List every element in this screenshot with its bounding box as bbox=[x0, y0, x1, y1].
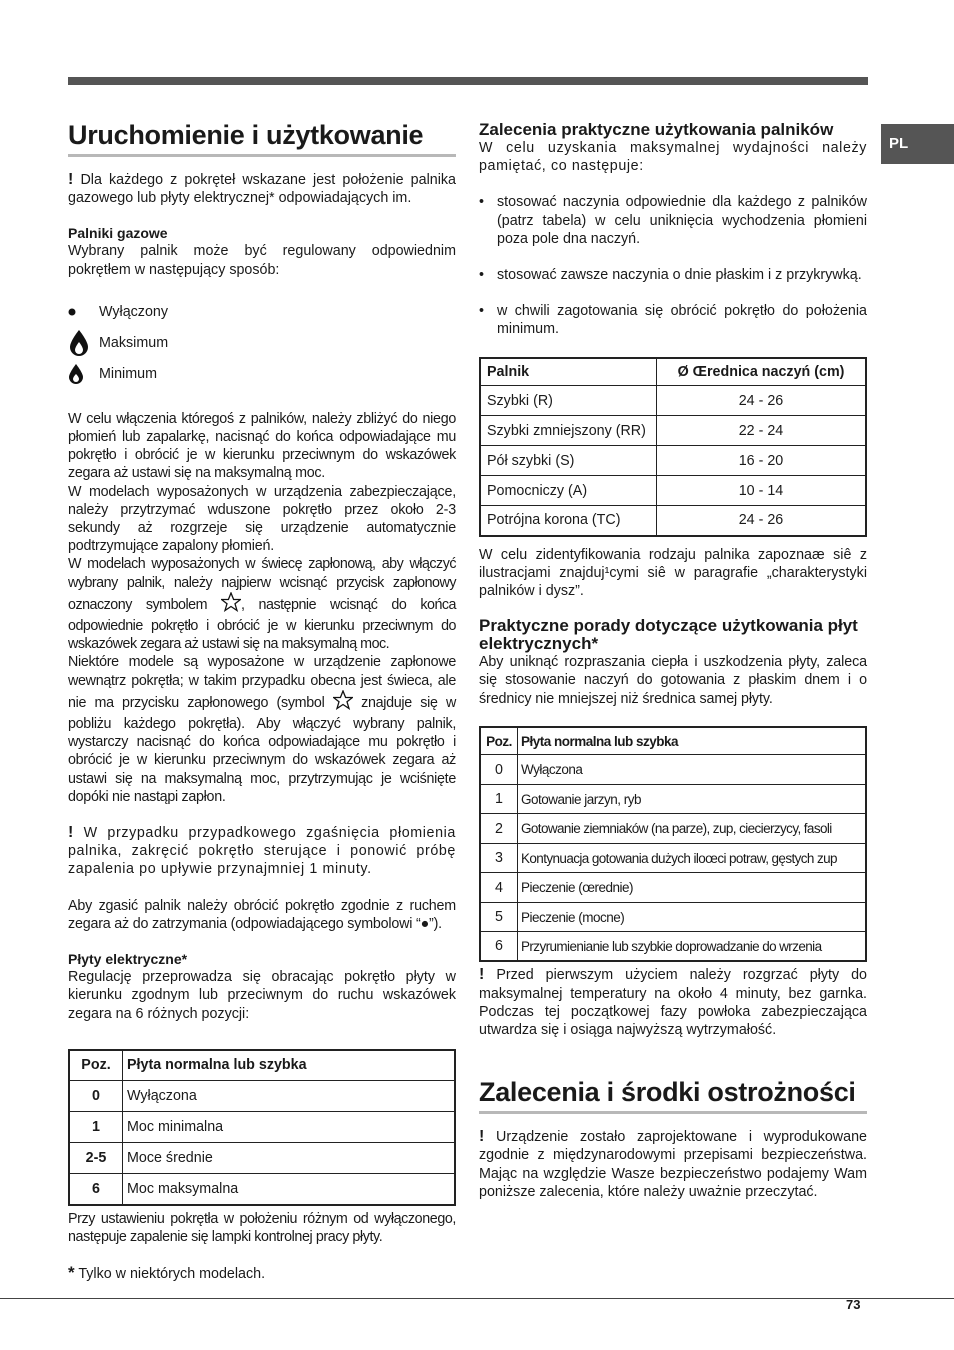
table-cell: Moc minimalna bbox=[123, 1112, 456, 1143]
burners-advice-heading: Zalecenia praktyczne użytkowania palników bbox=[479, 120, 834, 139]
language-tab: PL bbox=[881, 124, 954, 164]
table-cell: Moce średnie bbox=[123, 1143, 456, 1174]
ignite-paragraph-3 bbox=[68, 555, 456, 653]
gas-burners-text: Wybrany palnik może być regulowany odpowiednim pokrętłem w następujący sposób: bbox=[68, 243, 456, 278]
ignite-paragraph-4 bbox=[68, 653, 456, 806]
symbol-off bbox=[68, 297, 456, 328]
electric-plates-heading: Płyty elektryczne* bbox=[68, 951, 188, 968]
table-row bbox=[480, 416, 866, 446]
table-cell: 22 - 24 bbox=[657, 416, 867, 446]
identify-paragraph: W celu zidentyfikowania rodzaju palnika zapoznaæ siê z ilustracjami znajduj¹cymi siê w paragrafie „charakterystyki palników i dysz”. bbox=[479, 546, 867, 600]
symbol-label: Maksimum bbox=[99, 335, 169, 352]
table-row bbox=[69, 1112, 455, 1143]
table-row bbox=[480, 932, 866, 962]
table-row bbox=[480, 784, 866, 814]
spark-icon bbox=[333, 690, 353, 715]
warning-mark: ! bbox=[68, 824, 74, 842]
dot-icon bbox=[68, 307, 99, 317]
table-row bbox=[480, 814, 866, 844]
list-item: • stosować zawsze naczynia o dnie płaskim i z przykrywką. bbox=[479, 266, 867, 284]
bottom-rule bbox=[0, 1298, 954, 1299]
ignite-text-3a: W modelach wyposażonych w świecę zapłonową, aby włączyć wybrany palnik, należy najpierw wcisnąć przycisk zapłonowy oznaczony symbolem bbox=[68, 556, 456, 613]
table-header: Poz. bbox=[69, 1050, 123, 1081]
safety-text: Urządzenie zostało zaprojektowane i wyprodukowane zgodnie z międzynarodowymi przepisami bezpieczeństwa. Mając na względzie Wasze bezpieczeństwo podajemy Wam poniższe zalecenia, które należy uważnie przeczytać. bbox=[479, 1129, 867, 1200]
table-cell: Pieczenie (œrednie) bbox=[518, 873, 867, 903]
lamp-note: Przy ustawieniu pokrętła w położeniu różnym od wyłączonego, następuje zapalenie się lampki kontrolnej pracy płyty. bbox=[68, 1210, 456, 1245]
spark-icon bbox=[221, 592, 241, 617]
table-header: Płyta normalna lub szybka bbox=[123, 1050, 456, 1081]
table-cell: 10 - 14 bbox=[657, 476, 867, 506]
plate-usage-table bbox=[479, 726, 867, 963]
table-cell: 0 bbox=[480, 755, 518, 785]
footnote-text: Tylko w niektórych modelach. bbox=[78, 1266, 266, 1283]
safety-paragraph bbox=[479, 1128, 867, 1201]
page-number: 73 bbox=[846, 1297, 861, 1312]
symbol-label: Minimum bbox=[99, 366, 157, 383]
table-header: Poz. bbox=[480, 727, 518, 755]
footnote-star: * bbox=[68, 1263, 75, 1283]
burners-advice-list bbox=[479, 193, 867, 338]
top-rule bbox=[68, 77, 868, 85]
table-header: Palnik bbox=[480, 358, 657, 386]
table-row bbox=[480, 386, 866, 416]
table-cell: Pół szybki (S) bbox=[480, 446, 657, 476]
plates-advice-text: Aby uniknąć rozpraszania ciepła i uszkodzenia płyty, zaleca się stosowanie naczyń do gotowania z płaskim dnem i o średnicy nie mniejszej niż średnica samej płyty. bbox=[479, 654, 867, 707]
table-cell: 5 bbox=[480, 902, 518, 932]
table-header: Płyta normalna lub szybka bbox=[518, 727, 867, 755]
list-item: • w chwili zagotowania się obrócić pokrętło do położenia minimum. bbox=[479, 302, 867, 338]
table-cell: 24 - 26 bbox=[657, 506, 867, 536]
first-use-text: Przed pierwszym użyciem należy rozgrzać płyty do maksymalnej temperatury na około 4 minuty, bez garnka. Podczas tej początkowej fazy powłoka zabezpieczająca utwardza się i osiąga najwyższą wytrzymałość. bbox=[479, 967, 867, 1038]
table-row bbox=[480, 873, 866, 903]
symbol-max bbox=[68, 328, 456, 359]
table-cell: Wyłączona bbox=[123, 1081, 456, 1112]
table-cell: 16 - 20 bbox=[657, 446, 867, 476]
table-cell: 6 bbox=[480, 932, 518, 962]
table-cell: Moc maksymalna bbox=[123, 1174, 456, 1205]
burners-advice-intro: W celu uzyskania maksymalnej wydajności należy pamiętać, co następuje: bbox=[479, 140, 867, 175]
table-cell: Gotowanie jarzyn, ryb bbox=[518, 784, 867, 814]
table-row bbox=[480, 446, 866, 476]
table-cell: Szybki (R) bbox=[480, 386, 657, 416]
table-cell: Pomocniczy (A) bbox=[480, 476, 657, 506]
table-row bbox=[480, 755, 866, 785]
symbol-min bbox=[68, 359, 456, 390]
intro-text: Dla każdego z pokręteł wskazane jest położenie palnika gazowego lub płyty elektrycznej* odpowiadających im. bbox=[68, 172, 456, 207]
table-cell: Kontynuacja gotowania dużych iloœci potraw, gęstych zup bbox=[518, 843, 867, 873]
gas-burners-heading: Palniki gazowe bbox=[68, 225, 168, 242]
burner-diameter-table bbox=[479, 357, 867, 537]
extinguish-paragraph: Aby zgasić palnik należy obrócić pokrętło zgodnie z ruchem zegara aż do zatrzymania (odpowiadającego symbolowi “●”). bbox=[68, 897, 456, 932]
footnote bbox=[68, 1264, 456, 1283]
small-flame-icon bbox=[68, 363, 99, 385]
table-header: Ø Œrednica naczyń (cm) bbox=[657, 358, 867, 386]
ignite-text-4b: znajduje się w pobliżu każdego pokrętła). Aby włączyć wybrany palnik, wystarczy nacisnąć do końca odpowiadające mu pokrętło i obrócić je w kierunku przeciwnym do wskazówek zegara aż ustawi się na maksymalną moc, przytrzymując je wciśnięte dopóki nie nastąpi zapłon. bbox=[68, 694, 456, 805]
warning-mark: ! bbox=[68, 171, 74, 188]
table-row bbox=[480, 902, 866, 932]
table-row bbox=[69, 1081, 455, 1112]
table-cell: 3 bbox=[480, 843, 518, 873]
table-header-row bbox=[480, 358, 866, 386]
table-header-row bbox=[69, 1050, 455, 1081]
table-cell: Wyłączona bbox=[518, 755, 867, 785]
table-cell: Gotowanie ziemniaków (na parze), zup, ciecierzycy, fasoli bbox=[518, 814, 867, 844]
list-item: • stosować naczynia odpowiednie dla każdego z palników (patrz tabela) w celu uniknięcia wychodzenia płomieni poza pole dna naczyń. bbox=[479, 193, 867, 248]
table-cell: Pieczenie (mocne) bbox=[518, 902, 867, 932]
first-use-warning bbox=[479, 966, 867, 1039]
safety-title: Zalecenia i środki ostrożności bbox=[479, 1075, 867, 1114]
table-cell: 6 bbox=[69, 1174, 123, 1205]
warning-mark: ! bbox=[479, 1128, 485, 1146]
ignite-paragraph-1: W celu włączenia któregoś z palników, należy zbliżyć do niego płomień lub zapalarkę, nacisnąć do końca odpowiadające mu pokrętło i obrócić je w kierunku przeciwnym do wskazówek zegara aż ustawi się na maksymalną moc. bbox=[68, 410, 456, 482]
table-cell: 2-5 bbox=[69, 1143, 123, 1174]
table-cell: 1 bbox=[69, 1112, 123, 1143]
intro-paragraph bbox=[68, 171, 456, 207]
table-header-row bbox=[480, 727, 866, 755]
ignite-text-4a: Niektóre modele są wyposażone w urządzenie zapłonowe wewnątrz pokrętła; w takim przypadku obecna jest świeca, ale nie ma przycisku zapłonowego (symbol bbox=[68, 654, 456, 711]
electric-plate-positions-table bbox=[68, 1049, 456, 1206]
table-row bbox=[69, 1143, 455, 1174]
electric-plates-text: Regulację przeprowadza się obracając pokrętło płyty w kierunku zgodnym lub przeciwnym do ruchu wskazówek zegara na 6 różnych pozycji: bbox=[68, 969, 456, 1022]
table-cell: 2 bbox=[480, 814, 518, 844]
flame-out-warning bbox=[68, 824, 456, 879]
table-row bbox=[480, 476, 866, 506]
burner-symbol-list bbox=[68, 297, 456, 390]
large-flame-icon bbox=[68, 329, 99, 357]
table-cell: 1 bbox=[480, 784, 518, 814]
left-column bbox=[68, 110, 456, 1283]
table-cell: Szybki zmniejszony (RR) bbox=[480, 416, 657, 446]
table-cell: 4 bbox=[480, 873, 518, 903]
table-row bbox=[69, 1174, 455, 1205]
ignite-text-3b: , następnie wcisnąć do końca odpowiednie pokrętło i obrócić je w kierunku przeciwnym do wskazówek zegara aż ustawi się na maksymalną moc. bbox=[68, 596, 456, 653]
table-cell: Potrójna korona (TC) bbox=[480, 506, 657, 536]
table-row bbox=[480, 506, 866, 536]
table-cell: Przyrumienianie lub szybkie doprowadzanie do wrzenia bbox=[518, 932, 867, 962]
table-row bbox=[480, 843, 866, 873]
plates-advice-heading: Praktyczne porady dotyczące użytkowania płyt elektrycznych* bbox=[479, 616, 858, 654]
table-cell: 24 - 26 bbox=[657, 386, 867, 416]
symbol-label: Wyłączony bbox=[99, 304, 168, 321]
table-cell: 0 bbox=[69, 1081, 123, 1112]
right-column bbox=[479, 110, 867, 1201]
ignite-paragraph-2: W modelach wyposażonych w urządzenia zabezpieczające, należy przytrzymać wduszone pokrętło przez około 2-3 sekundy aż rozgrzeje się urządzenie automatycznie podtrzymujące zapalony płomień. bbox=[68, 483, 456, 555]
warning-mark: ! bbox=[479, 966, 485, 984]
page-title: Uruchomienie i użytkowanie bbox=[68, 118, 456, 157]
warning-text: W przypadku przypadkowego zgaśnięcia płomienia palnika, zakręcić pokrętło sterujące i ponowić próbę zapalenia po upływie przynajmniej 1 minuty. bbox=[68, 825, 456, 878]
